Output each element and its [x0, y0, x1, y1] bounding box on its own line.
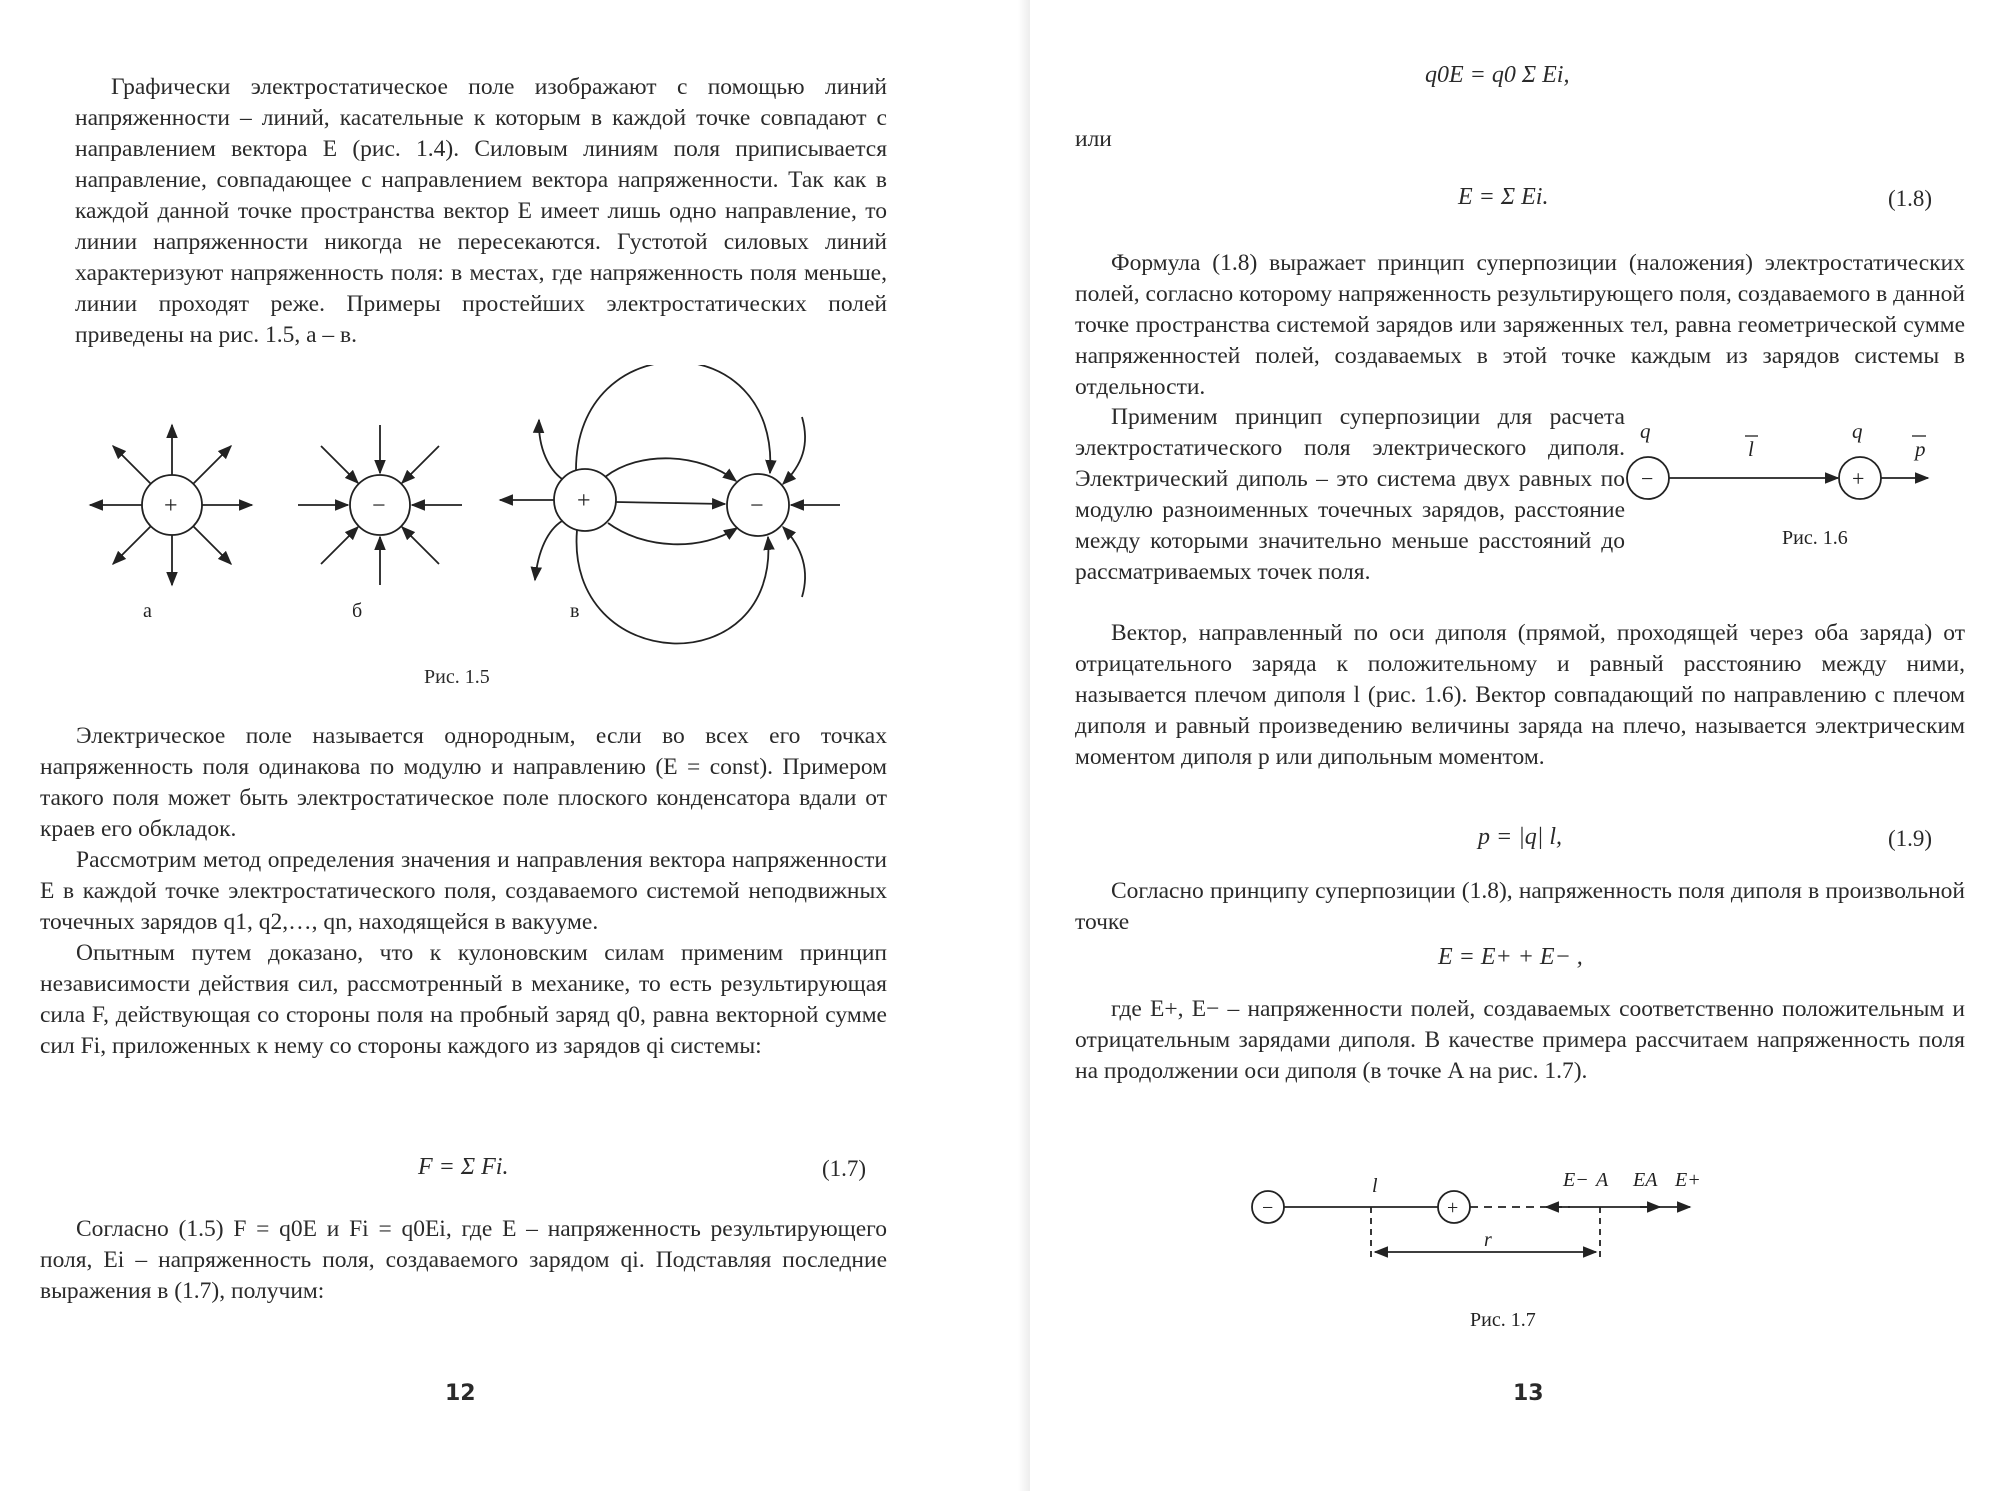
equation-1-8: E = Σ Ei.: [1458, 184, 1549, 210]
page-number-left: 12: [445, 1381, 476, 1406]
figure-1-6: [1600, 420, 1970, 560]
minus-sign-dipole: −: [750, 493, 764, 519]
minus-sign: −: [372, 493, 386, 519]
label-b: б: [352, 600, 363, 622]
equation-1-7-number: (1.7): [822, 1156, 867, 1181]
figure-1-5: [80, 365, 860, 655]
page-number-right: 13: [1513, 1381, 1544, 1406]
equation-sum: E = E+ + E− ,: [1438, 944, 1583, 970]
label-a: а: [143, 600, 152, 622]
figure-1-7-caption: Рис. 1.7: [1470, 1309, 1536, 1331]
figure-1-7: [1230, 1162, 1810, 1332]
right-paragraph-1: Формула (1.8) выражает принцип суперпозиции (наложения) электростатических полей, согласно которому напряженность результирующего поля, создаваемого в данной точке пространства системой зарядов или заряженных тел, равна геометрической сумме напряженностей полей, создаваемых в этой точке каждым из зарядов системы в отдельности.: [1075, 250, 1965, 400]
svg-text:−: −: [1262, 1197, 1274, 1219]
equation-1-7: F = Σ Fi.: [418, 1154, 509, 1180]
equation-1-9-number: (1.9): [1888, 826, 1933, 851]
fig17-e-minus: E−: [1563, 1169, 1589, 1191]
equation-1-9: p = |q| l,: [1478, 824, 1563, 850]
q-right-label: q: [1852, 420, 1863, 443]
left-paragraph-3: Согласно (1.5) F = q0E и Fi = q0Ei, где E – напряженность результирующего поля, Ei – напряженность поля, создаваемого зарядом qi. Подставляя последние выражения в (1.7), получим:: [40, 1216, 887, 1304]
p-label: p: [1915, 437, 1926, 461]
fig17-a-label: A: [1596, 1169, 1609, 1191]
fig17-l-label: l: [1372, 1175, 1378, 1197]
right-paragraph-2: Применим принцип суперпозиции для расчета электростатического поля электрического диполя. Электрический диполь – это система двух равных по модулю разноименных точечных зарядов, расстояние между которыми значительно меньше расстояний до рассматриваемых точек поля.: [1075, 404, 1625, 585]
svg-text:−: −: [1641, 466, 1654, 491]
equation-top: q0E = q0 Σ Ei,: [1425, 62, 1570, 88]
right-paragraph-3: Вектор, направленный по оси диполя (прямой, проходящей через оба заряда) от отрицательного заряда к положительному и равный расстоянию между ними, называется плечом диполя l (рис. 1.6). Вектор совпадающий по направлению с плечом диполя и равный произведению величины заряда на плечо, называется электрическим моментом диполя p или дипольным моментом.: [1075, 620, 1965, 770]
fig17-e-plus: E+: [1675, 1169, 1701, 1191]
right-paragraph-4: Согласно принципу суперпозиции (1.8), напряженность поля диполя в произвольной точке: [1075, 878, 1965, 935]
fig17-r-label: r: [1484, 1229, 1492, 1251]
figure-1-6-caption: Рис. 1.6: [1782, 527, 1848, 549]
plus-sign-dipole: +: [577, 488, 591, 514]
dipole-field: [500, 365, 840, 643]
label-v: в: [570, 600, 580, 622]
equation-1-8-number: (1.8): [1888, 186, 1933, 211]
word-or: или: [1075, 126, 1112, 152]
q-left-label: q: [1640, 420, 1651, 443]
l-label: l: [1748, 437, 1754, 461]
svg-text:+: +: [1852, 466, 1865, 491]
right-page: [1030, 0, 2000, 1491]
left-paragraph-2: Электрическое поле называется однородным, если во всех его точках напряженность поля одинакова по модулю и направлению (E = const). Примером такого поля может быть электростатическое поле плоского конденсатора вдали от краев его обкладок. Рассмотрим метод определения значения и направления вектора напряженности E в каждой точке электростатического поля, создаваемого системой неподвижных точечных зарядов q1, q2,…, qn, находящейся в вакууме. Опытным путем доказано, что к кулоновским силам применим принцип независимости действия сил, рассмотренный в механике, то есть результирующая сила F, действующая со стороны поля на пробный заряд q0, равна векторной сумме сил Fi, приложенных к нему со стороны каждого из зарядов qi системы:: [40, 723, 887, 1059]
fig17-e-a: EA: [1633, 1169, 1658, 1191]
svg-text:+: +: [1447, 1197, 1459, 1219]
right-paragraph-5: где E+, E− – напряженности полей, создаваемых соответственно положительным и отрицательным зарядами диполя. В качестве примера рассчитаем напряженность поля на продолжении оси диполя (в точке A на рис. 1.7).: [1075, 996, 1965, 1084]
plus-sign: +: [164, 493, 178, 519]
left-paragraph-1: Графически электростатическое поле изображают с помощью линий напряженности – линий, касательные к которым в каждой точке совпадают с направлением вектора E (рис. 1.4). Силовым линиям поля приписывается направление, совпадающее с направлением вектора напряженности. Так как в каждой данной точке пространства вектор E имеет лишь одно направление, то линии напряженности никогда не пересекаются. Густотой силовых линий характеризуют напряженность поля: в местах, где напряженность поля меньше, линии проходят реже. Примеры простейших электростатических полей приведены на рис. 1.5, а – в.: [75, 74, 887, 348]
figure-1-5-caption: Рис. 1.5: [424, 666, 490, 688]
